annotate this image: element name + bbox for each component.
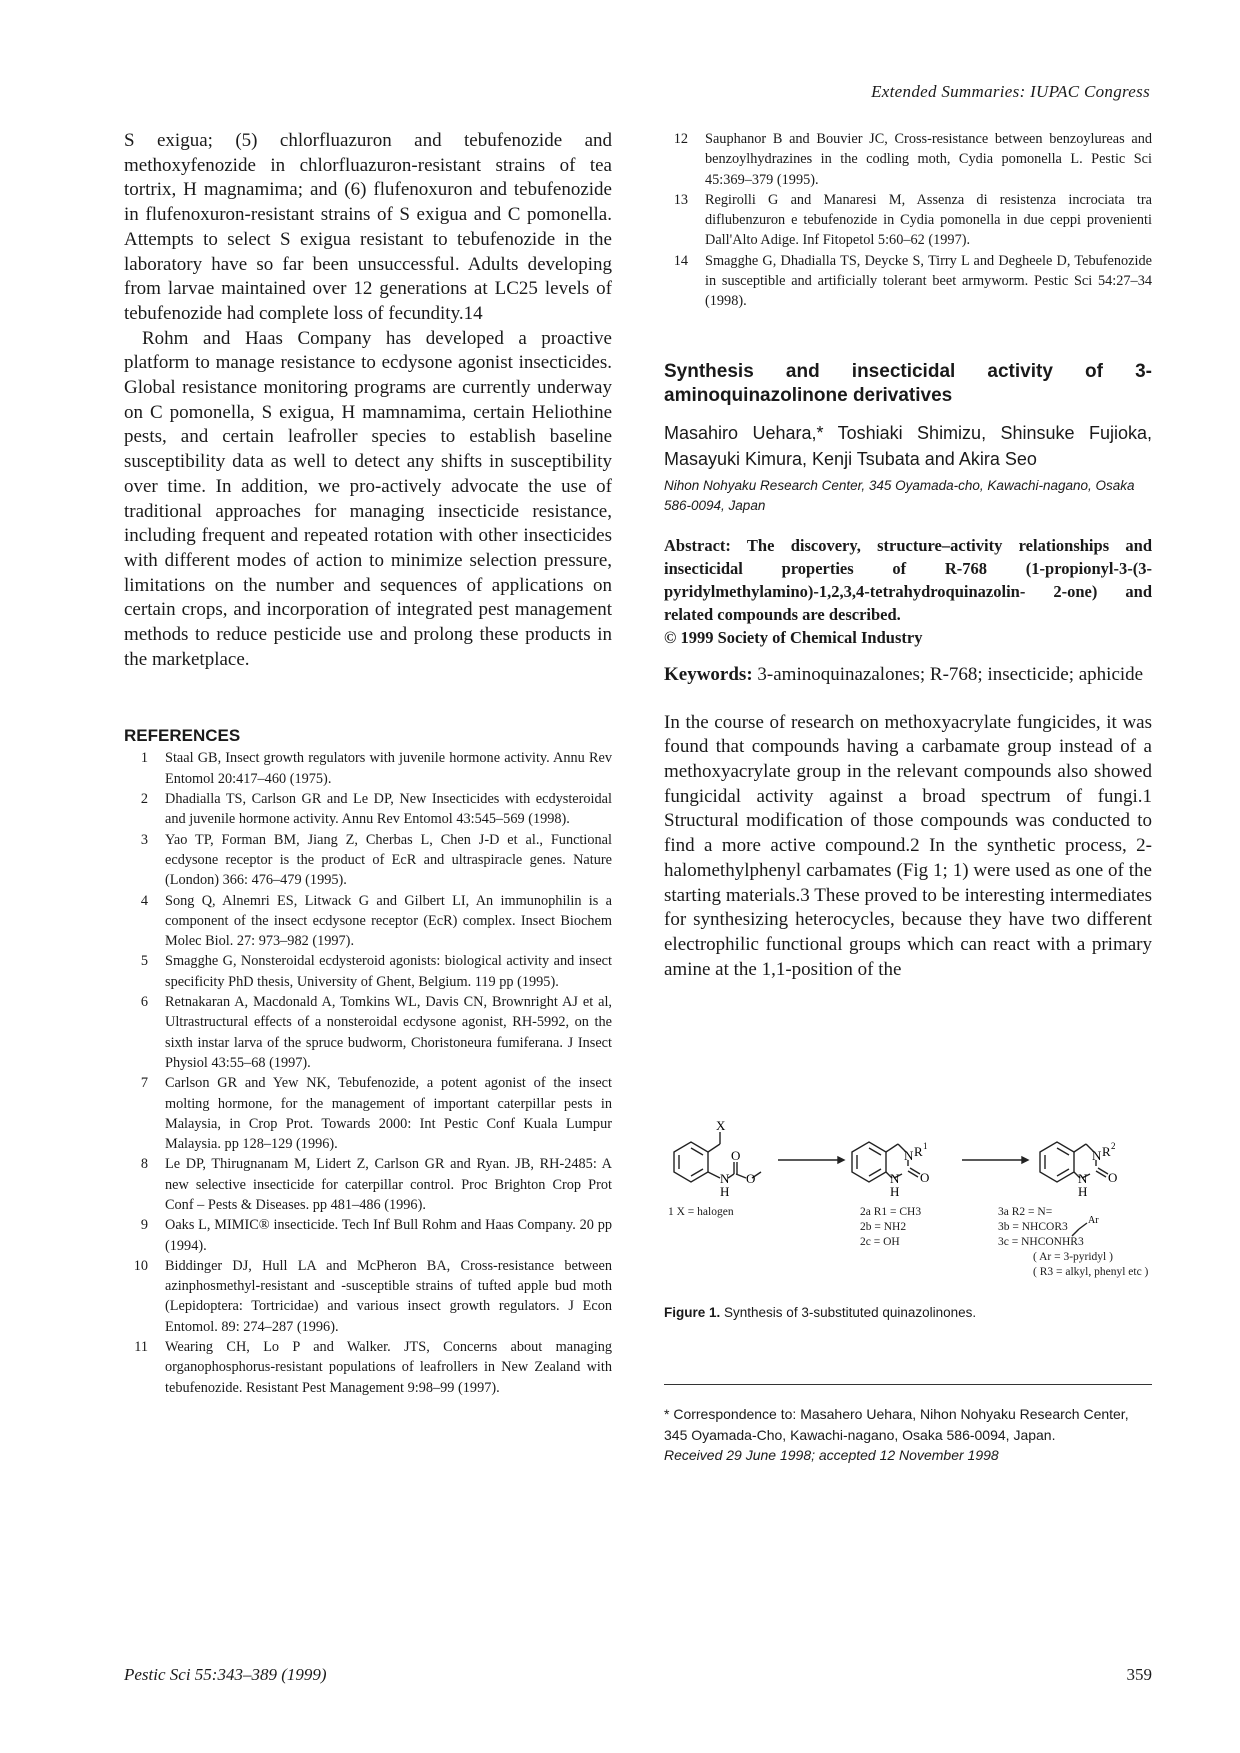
reference-item bbox=[664, 129, 1152, 190]
footnote bbox=[664, 1404, 1152, 1466]
atom-label-x: X bbox=[716, 1118, 726, 1133]
reference-text: Wearing CH, Lo P and Walker. JTS, Concerns about managing organophosphorus-resistant populations of leafrollers in New Zealand with tebufenozide. Resistant Pest Management 9:98–99 (1997). bbox=[165, 1339, 612, 1396]
keywords-label: Keywords: bbox=[664, 663, 753, 685]
reference-item bbox=[124, 951, 612, 992]
reference-list bbox=[124, 748, 612, 1398]
compound-2c-label: 2c = OH bbox=[860, 1236, 900, 1248]
atom-label-o: O bbox=[731, 1148, 741, 1163]
correspondence-note: * Correspondence to: Masahero Uehara, Nihon Nohyaku Research Center, 345 Oyamada-Cho, Kawachi-nagano, Osaka 586-0094, Japan. bbox=[664, 1406, 1129, 1443]
reference-text: Sauphanor B and Bouvier JC, Cross-resistance between benzoylureas and benzoylhydrazines in the codling moth, Cydia pomonella L. Pestic Sci 45:369–379 (1995). bbox=[705, 131, 1152, 188]
reference-item bbox=[124, 891, 612, 952]
reference-text: Staal GB, Insect growth regulators with juvenile hormone activity. Annu Rev Entomol 20:417–460 (1975). bbox=[165, 750, 612, 787]
reference-text: Regirolli G and Manaresi M, Assenza di resistenza incrociata tra diflubenzuron e tebufenozide in Cydia pomonella in due ceppi provenienti Dall'Alto Adige. Inf Fitopetol 5:60–62 (1997). bbox=[705, 191, 1152, 249]
reference-item bbox=[124, 992, 612, 1073]
reference-number: 13 bbox=[673, 191, 688, 208]
atom-label-n: N bbox=[1092, 1148, 1102, 1163]
reference-number: 7 bbox=[140, 1075, 148, 1092]
reference-text: Song Q, Alnemri ES, Litwack G and Gilbert LI, An immunophilin is a component of the insect ecdysone receptor (EcR) complex. Insect Biochem Molec Biol. 27: 973–982 (1997). bbox=[165, 892, 612, 950]
intro-paragraph: In the course of research on methoxyacrylate fungicides, it was found that compounds having a carbamate group instead of a methoxyacrylate group in the relevant compounds also showed fungicidal activity against a broad spectrum of fungi.1 Structural modification of those compounds was conducted to find a more active compound.2 In the synthetic process, 2-halomethylphenyl carbamates (Fig 1; 1) were used as one of the starting materials.3 These proved to be interesting intermediates for synthesizing heterocycles, because they have two different electrophilic functional groups which can react with a primary amine at the 1,1-position of the bbox=[664, 711, 1152, 980]
reference-item bbox=[124, 830, 612, 891]
page-number: 359 bbox=[1126, 1665, 1152, 1684]
article-title: Synthesis and insecticidal activity of 3-aminoquinazolinone derivatives bbox=[664, 360, 1152, 406]
compound-1-label: 1 X = halogen bbox=[668, 1206, 734, 1218]
reference-item bbox=[664, 190, 1152, 251]
reference-number: 4 bbox=[140, 892, 148, 909]
reference-number: 2 bbox=[140, 791, 148, 808]
reference-number: 5 bbox=[140, 953, 148, 970]
reference-text: Yao TP, Forman BM, Jiang Z, Cherbas L, Chen J-D et al., Functional ecdysone receptor is the product of EcR and ultraspiracle genes. Nature (London) 366: 476–479 (1995). bbox=[165, 831, 612, 889]
atom-label-n: N bbox=[904, 1148, 914, 1163]
reference-text: Biddinger DJ, Hull LA and McPheron BA, Cross-resistance between azinphosmethyl-resistant and -susceptible strains of tufted apple bud moth (Lepidoptera: Tortricidae) and various insect growth regulators. J Econ Entomol. 89: 274–287 (1996). bbox=[165, 1257, 612, 1335]
reference-text: Le DP, Thirugnanam M, Lidert Z, Carlson GR and Ryan. JB, RH-2485: A new selective insecticide for caterpillar control. Proc Brighton Crop Prot Conf – Pests & Diseases. pp 481–486 (1996). bbox=[165, 1156, 612, 1213]
received-dates: Received 29 June 1998; accepted 12 November 1998 bbox=[664, 1447, 999, 1463]
copyright-line: © 1999 Society of Chemical Industry bbox=[664, 627, 923, 647]
footnote-divider bbox=[664, 1384, 1152, 1385]
reference-item bbox=[124, 1256, 612, 1337]
reference-text: Smagghe G, Nonsteroidal ecdysteroid agonists: biological activity and insect specificity PhD thesis, University of Ghent, Belgium. 119 pp (1995). bbox=[165, 953, 612, 990]
reference-number: 14 bbox=[673, 252, 688, 269]
reference-number: 11 bbox=[134, 1339, 148, 1356]
abstract-text: The discovery, structure–activity relationships and insecticidal properties of R-768 (1-propionyl-3-(3-pyridylmethylamino)-1,2,3,4-tetrahydroquinazolin- 2-one) and related compounds are described. bbox=[664, 535, 1153, 624]
atom-label-r2-superscript: 2 bbox=[1111, 1141, 1116, 1151]
reference-item bbox=[664, 251, 1152, 312]
reference-item bbox=[124, 789, 612, 830]
atom-label-r2: R bbox=[1102, 1144, 1111, 1159]
reference-number: 9 bbox=[140, 1217, 148, 1234]
compound-3a-label: 3a R2 = N= bbox=[998, 1206, 1053, 1218]
compound-3c-label: 3c = NHCONHR3 bbox=[998, 1236, 1084, 1248]
journal-citation: Pestic Sci 55:343–389 (1999) bbox=[124, 1665, 327, 1684]
atom-label-h: H bbox=[1078, 1184, 1088, 1199]
figure-caption-label: Figure 1. bbox=[664, 1305, 721, 1320]
atom-label-o: O bbox=[920, 1170, 930, 1185]
reference-item bbox=[124, 1073, 612, 1154]
reference-number: 6 bbox=[140, 994, 148, 1011]
reference-item bbox=[124, 1337, 612, 1398]
atom-label-h: H bbox=[890, 1184, 900, 1199]
atom-label-o: O bbox=[746, 1171, 756, 1186]
reference-text: Retnakaran A, Macdonald A, Tomkins WL, Davis CN, Brownright AJ et al, Ultrastructural effects of a nonsteroidal ecdysone agonist, RH-5992, on the sixth instar larva of the spruce budworm, Choristoneura fumiferana. J Insect Physiol 43:55–68 (1997). bbox=[165, 994, 612, 1071]
reference-number: 1 bbox=[140, 750, 148, 767]
atom-label-n: N bbox=[720, 1171, 730, 1186]
atom-label-n: N bbox=[890, 1171, 900, 1186]
reference-number: 10 bbox=[133, 1257, 148, 1274]
keywords-text: 3-aminoquinazalones; R-768; insecticide; aphicide bbox=[757, 663, 1144, 685]
compound-3-note-r3: ( R3 = alkyl, phenyl etc ) bbox=[1033, 1266, 1149, 1278]
compound-3-note-ar: ( Ar = 3-pyridyl ) bbox=[1033, 1251, 1113, 1263]
affiliation: Nihon Nohyaku Research Center, 345 Oyamada-cho, Kawachi-nagano, Osaka 586-0094, Japan bbox=[664, 477, 1135, 513]
abstract-label: Abstract: bbox=[664, 535, 731, 555]
reference-number: 3 bbox=[140, 831, 148, 848]
atom-label-r1: R bbox=[914, 1144, 923, 1159]
figure-caption bbox=[664, 1305, 1152, 1320]
reference-list-continued bbox=[664, 129, 1152, 312]
compound-2a-label: 2a R1 = CH3 bbox=[860, 1206, 922, 1218]
compound-2b-label: 2b = NH2 bbox=[860, 1221, 907, 1233]
reference-text: Oaks L, MIMIC® insecticide. Tech Inf Bull Rohm and Haas Company. 20 pp (1994). bbox=[165, 1217, 612, 1254]
atom-label-h: H bbox=[720, 1184, 730, 1199]
reference-item bbox=[124, 1154, 612, 1215]
body-paragraph-2: Rohm and Haas Company has developed a proactive platform to manage resistance to ecdysone agonist insecticides. Global resistance monitoring programs are currently underway on C pomonella, S exigua, H mamnamima, certain Heliothine pests, and certain leafroller species to establish baseline susceptibility data as well to detect any shifts in susceptibility over time. In addition, we pro-actively advocate the use of traditional approaches for managing insecticide resistance, including frequent and repeated rotation with other insecticides with different modes of action to minimize selection pressure, limitations on the number and sequences of applications on certain crops, and incorporation of integrated pest management methods to reduce pesticide use and prolong these products in the marketplace. bbox=[124, 327, 612, 670]
figure-1-scheme bbox=[664, 1118, 1152, 1295]
atom-label-r1-superscript: 1 bbox=[923, 1141, 928, 1151]
right-column bbox=[664, 129, 1152, 982]
reference-item bbox=[124, 748, 612, 789]
author-list: Masahiro Uehara,* Toshiaki Shimizu, Shinsuke Fujioka, Masayuki Kimura, Kenji Tsubata and Akira Seo bbox=[664, 422, 1152, 469]
atom-label-n: N bbox=[1078, 1171, 1088, 1186]
reference-number: 8 bbox=[140, 1156, 148, 1173]
figure-caption-text: Synthesis of 3-substituted quinazolinones. bbox=[724, 1305, 977, 1320]
reference-item bbox=[124, 1215, 612, 1256]
running-header: Extended Summaries: IUPAC Congress bbox=[871, 82, 1150, 101]
compound-3b-label: 3b = NHCOR3 bbox=[998, 1221, 1068, 1233]
body-paragraph-1: S exigua; (5) chlorfluazuron and tebufenozide and methoxyfenozide in chlorfluazuron-resistant strains of tea tortrix, H magnamima; and (6) flufenoxuron and tebufenozide in flufenoxuron-resistant strains of S exigua and C pomonella. Attempts to select S exigua resistant to tebufenozide in the laboratory have so far been unsuccessful. Adults developing from larvae maintained over 12 generations at LC25 levels of tebufenozide had complete loss of fecundity.14 bbox=[124, 130, 612, 324]
reference-text: Carlson GR and Yew NK, Tebufenozide, a potent agonist of the insect molting hormone, for the management of important caterpillar pests in Malaysia, in Crop Prot. Towards 2000: Int Pestic Conf Kuala Lumpur Malaysia. pp 128–129 (1996). bbox=[165, 1075, 612, 1153]
reference-number: 12 bbox=[673, 131, 688, 147]
reference-text: Dhadialla TS, Carlson GR and Le DP, New Insecticides with ecdysteroidal and juvenile hormone activity. Annu Rev Entomol 43:545–569 (1998). bbox=[165, 791, 612, 828]
references-heading: REFERENCES bbox=[124, 726, 241, 746]
keywords bbox=[664, 663, 1152, 687]
reference-text: Smagghe G, Dhadialla TS, Deycke S, Tirry L and Degheele D, Tebufenozide in susceptible and artificially tolerant beet armyworm. Pestic Sci 54:27–34 (1998). bbox=[705, 252, 1152, 310]
atom-label-ar: Ar bbox=[1088, 1215, 1099, 1226]
atom-label-o: O bbox=[1108, 1170, 1118, 1185]
left-column bbox=[124, 129, 612, 1398]
abstract bbox=[664, 534, 1152, 626]
